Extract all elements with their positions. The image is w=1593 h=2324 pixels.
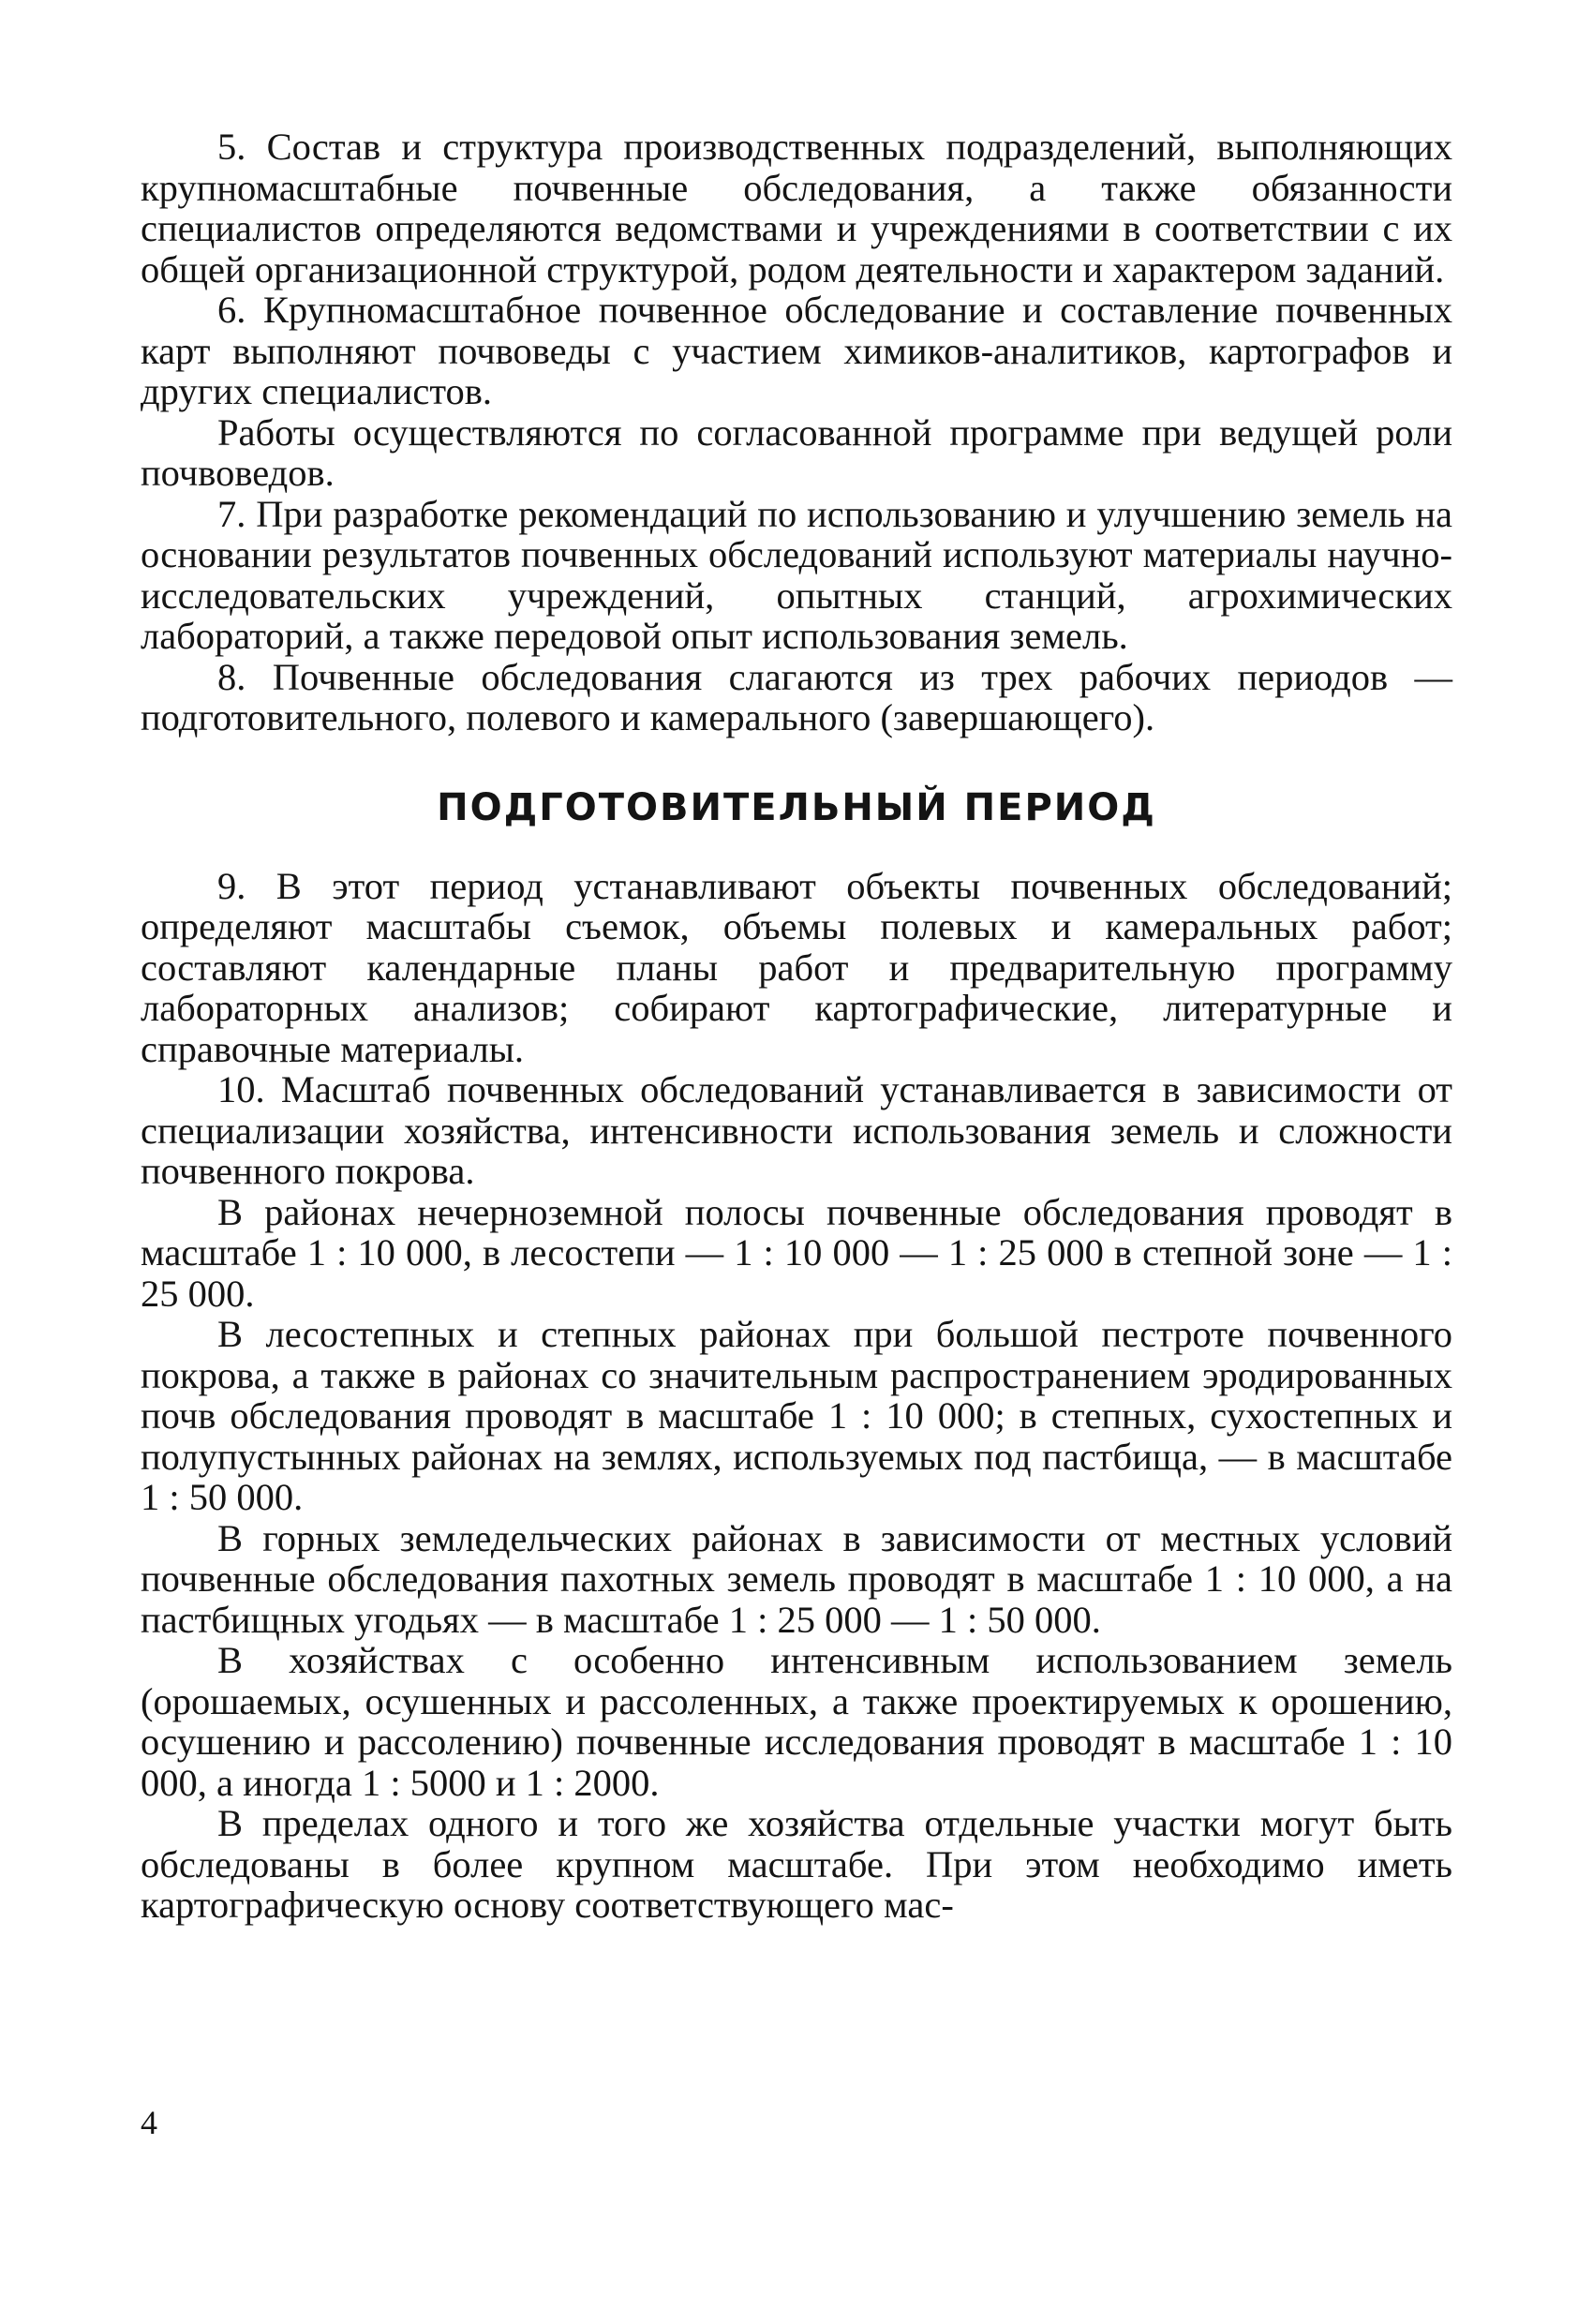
paragraph-scale-forest-steppe: В лесостепных и степных районах при большой пестроте почвенного покрова, а также в районах со значительным распространением эродированных почв обследования проводят в масштабе 1 : 10 000; в степных, сухостепных и полупустынных районах на землях, используемых под пастбища, — в масштабе 1 : 50 000. bbox=[141, 1313, 1452, 1518]
paragraph-item-10: 10. Масштаб почвенных обследований устанавливается в зависимости от специализации хозяйства, интенсивности использования земель и сложности почвенного покрова. bbox=[141, 1068, 1452, 1192]
paragraph-scale-larger-areas: В пределах одного и того же хозяйства отдельные участки могут быть обследованы в более крупном масштабе. При этом необходимо иметь картографическую основу соответствующего мас- bbox=[141, 1802, 1452, 1926]
paragraph-item-8: 8. Почвенные обследования слагаются из трех рабочих периодов — подготовительного, полевого и камерального (завершающего). bbox=[141, 655, 1452, 738]
paragraph-item-6: 6. Крупномасштабное почвенное обследование и составление почвенных карт выполняют почвоведы с участием химиков-аналитиков, картографов и других специалистов. bbox=[141, 289, 1452, 412]
paragraph-item-9: 9. В этот период устанавливают объекты почвенных обследований; определяют масштабы съемок, объемы полевых и камеральных работ; составляют календарные планы работ и предварительную программу лабораторных анализов; собирают картографические, литературные и справочные материалы. bbox=[141, 864, 1452, 1070]
paragraph-item-5: 5. Состав и структура производственных подразделений, выполняющих крупномасштабные почвенные обследования, а также обязанности специалистов определяются ведомствами и учреждениями в соответствии с их общей организационной структурой, родом деятельности и характером заданий. bbox=[141, 126, 1452, 290]
page-number: 4 bbox=[141, 2104, 157, 2141]
paragraph-scale-intensive: В хозяйствах с особенно интенсивным использованием земель (орошаемых, осушенных и рассоленных, а также проектируемых к орошению, осушению и рассолению) почвенные исследования проводят в масштабе 1 : 10 000, а иногда 1 : 5000 и 1 : 2000. bbox=[141, 1639, 1452, 1804]
paragraph-item-7: 7. При разработке рекомендаций по использованию и улучшению земель на основании результатов почвенных обследований используют материалы научно-исследовательских учреждений, опытных станций, агрохимических лабораторий, а также передовой опыт использования земель. bbox=[141, 492, 1452, 657]
document-page bbox=[141, 127, 1452, 2282]
paragraph-item-6-continued: Работы осуществляются по согласованной программе при ведущей роли почвоведов. bbox=[141, 410, 1452, 494]
section-heading: ПОДГОТОВИТЕЛЬНЫЙ ПЕРИОД bbox=[437, 785, 1156, 829]
paragraph-scale-mountain: В горных земледельческих районах в зависимости от местных условий почвенные обследования пахотных земель проводят в масштабе 1 : 10 000, а на пастбищных угодьях — в масштабе 1 : 25 000 — 1 : 50 000. bbox=[141, 1516, 1452, 1641]
paragraph-scale-nonchernozem: В районах нечерноземной полосы почвенные обследования проводят в масштабе 1 : 10 000, в лесостепи — 1 : 10 000 — 1 : 25 000 в степной зоне — 1 : 25 000. bbox=[141, 1190, 1452, 1315]
